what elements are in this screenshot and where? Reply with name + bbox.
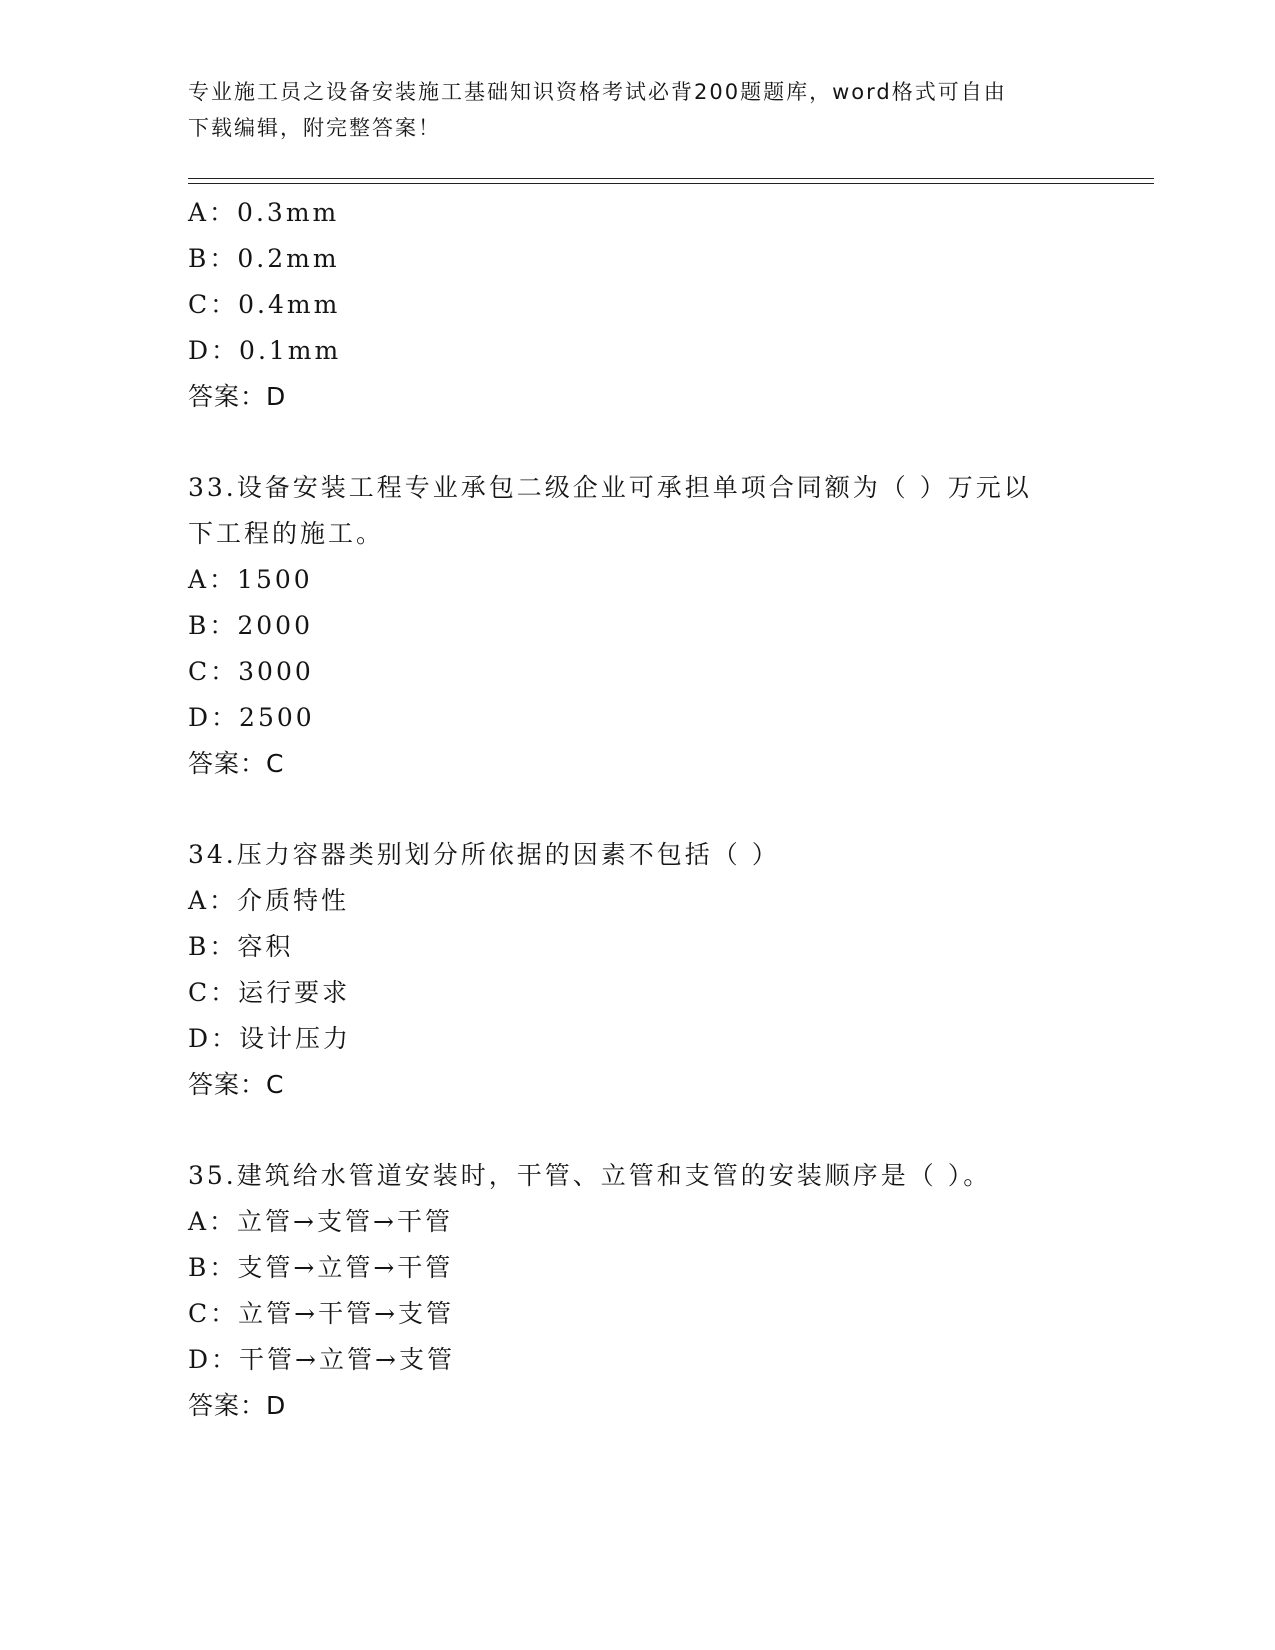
header-line-2: 下载编辑，附完整答案！ <box>188 116 441 140</box>
option-a: A：介质特性 <box>188 886 350 915</box>
question-32 <box>188 190 1148 420</box>
question-34 <box>188 832 1148 1108</box>
option-d: D：设计压力 <box>188 1024 352 1053</box>
question-35 <box>188 1153 1148 1429</box>
option-a: A：立管→支管→干管 <box>188 1207 453 1236</box>
question-33 <box>188 465 1148 787</box>
document-header <box>188 74 1068 146</box>
answer-label: 答案：C <box>188 749 285 778</box>
option-a: A：1500 <box>188 565 313 594</box>
option-d: D：干管→立管→支管 <box>188 1345 455 1374</box>
option-c: C：3000 <box>188 657 314 686</box>
header-line-1: 专业施工员之设备安装施工基础知识资格考试必背200题题库，word格式可自由 <box>188 80 1007 104</box>
header-divider-top <box>188 178 1154 179</box>
question-list <box>188 190 1148 1429</box>
option-c: C：运行要求 <box>188 978 351 1007</box>
question-stem-cont: 下工程的施工。 <box>188 519 385 548</box>
option-b: B：支管→立管→干管 <box>188 1253 454 1282</box>
option-d: D：0.1mm <box>188 336 342 365</box>
question-stem: 33.设备安装工程专业承包二级企业可承担单项合同额为（ ）万元以 <box>188 473 1032 502</box>
header-divider-bottom <box>188 183 1154 184</box>
option-c: C：0.4mm <box>188 290 341 319</box>
question-stem: 35.建筑给水管道安装时，干管、立管和支管的安装顺序是（ ）。 <box>188 1161 992 1190</box>
answer-label: 答案：C <box>188 1070 285 1099</box>
option-d: D：2500 <box>188 703 315 732</box>
question-stem: 34.压力容器类别划分所依据的因素不包括（ ） <box>188 840 780 869</box>
answer-label: 答案：D <box>188 382 287 411</box>
answer-label: 答案：D <box>188 1391 287 1420</box>
option-b: B：0.2mm <box>188 244 340 273</box>
option-b: B：容积 <box>188 932 294 961</box>
option-b: B：2000 <box>188 611 313 640</box>
option-c: C：立管→干管→支管 <box>188 1299 455 1328</box>
option-a: A：0.3mm <box>188 198 340 227</box>
